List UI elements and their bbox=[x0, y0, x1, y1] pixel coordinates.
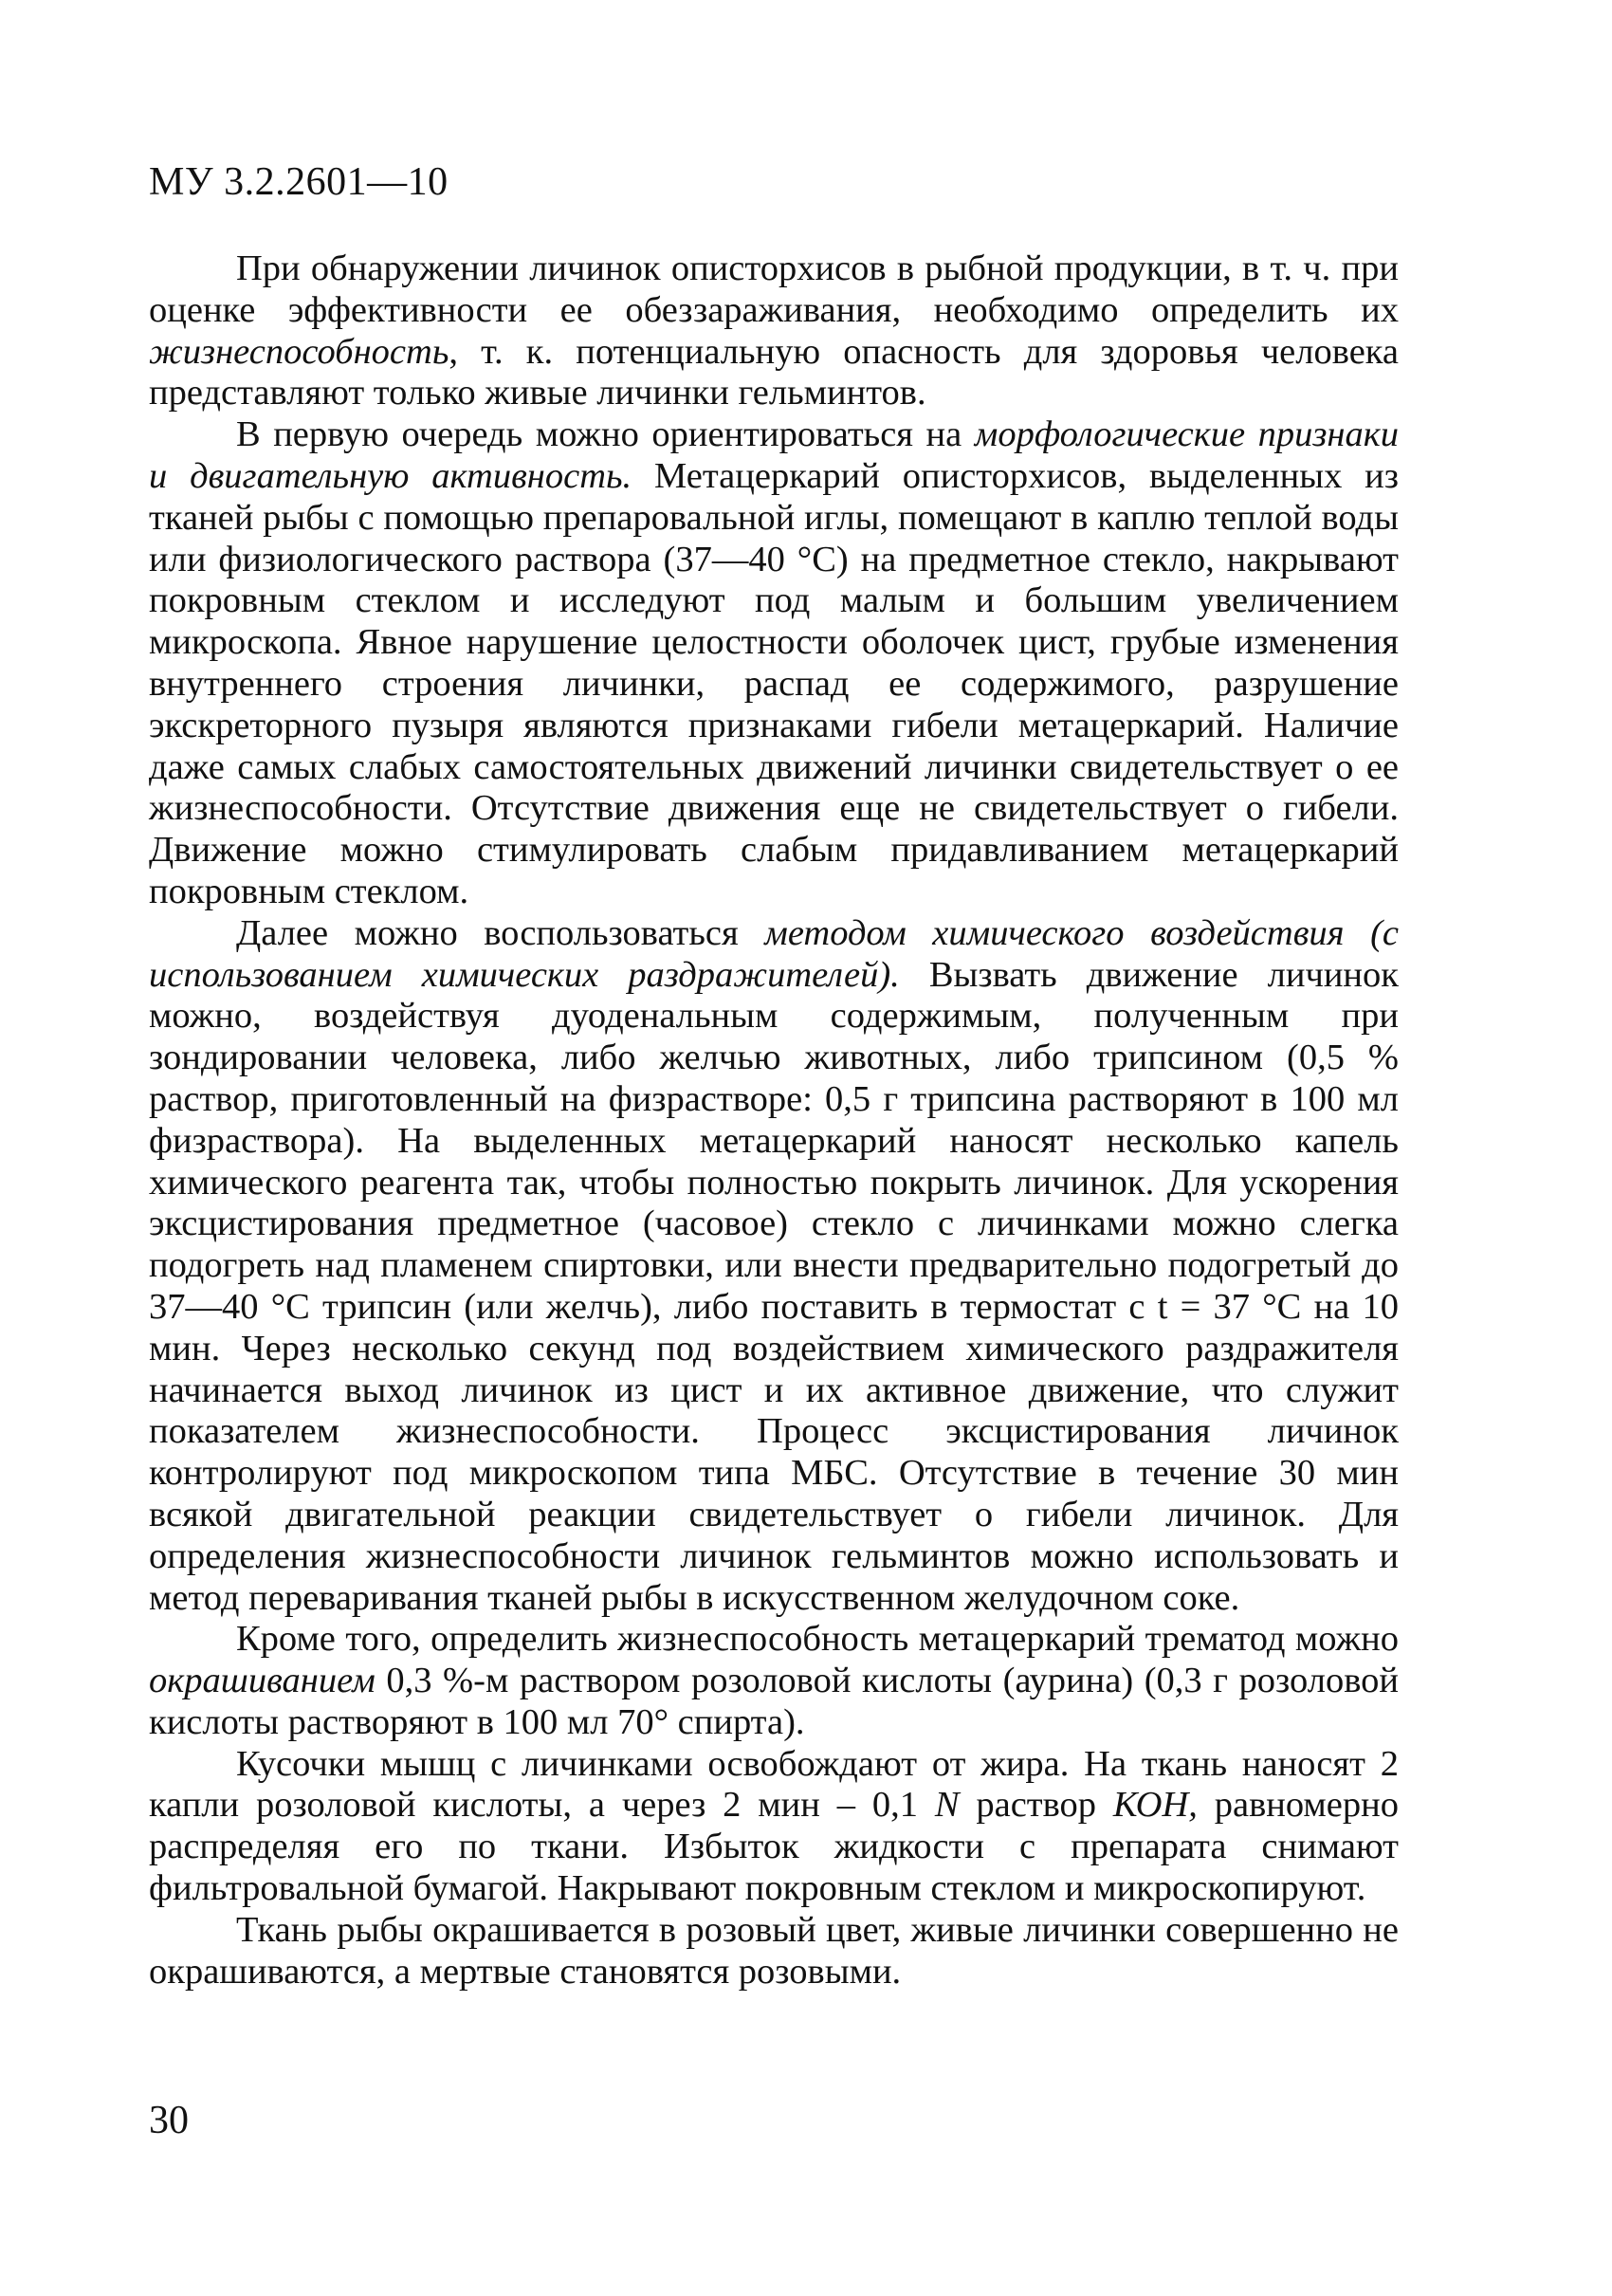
text-segment: равномерно распределяя его по ткани. Избыток жидкости с препарата снимают фильтровальной бумагой. Накрывают покровным стеклом и микроскопируют. bbox=[149, 1785, 1399, 1909]
text-segment: Метацеркарий описторхисов, выделенных из тканей рыбы с помощью препаровальной иглы, помещают в каплю теплой воды или физиологического раствора (37—40 °С) на предметное стекло, накрывают покровным стеклом и исследуют под малым и большим увеличением микроскопа. Явное нарушение целостности оболочек цист, грубые изменения внутреннего строения личинки, распад ее содержимого, разрушение экскреторного пузыря являются признаками гибели метацеркарий. Наличие даже самых слабых самостоятельных движений личинки свидетельствует о ее жизнеспособности. Отсутствие движения еще не свидетельствует о гибели. Движение можно стимулировать слабым придавливанием метацеркарий покровным стеклом. bbox=[149, 455, 1399, 911]
italic-text-segment: методом химического воздействия (с использованием химических раздражителей). bbox=[149, 912, 1399, 995]
body-paragraph bbox=[149, 414, 1399, 913]
page-number: 30 bbox=[149, 2099, 189, 2142]
body-paragraph bbox=[149, 248, 1399, 414]
text-segment: Кроме того, определить жизнеспособность метацеркарий трематод можно bbox=[236, 1619, 1399, 1660]
body-paragraph bbox=[149, 1619, 1399, 1743]
italic-text-segment: окрашиванием bbox=[149, 1661, 376, 1701]
italic-text-segment: морфологические признаки и двигательную активность. bbox=[149, 414, 1399, 496]
text-segment: Ткань рыбы окрашивается в розовый цвет, живые личинки совершенно не окрашиваются, а мертвые становятся розовыми. bbox=[149, 1909, 1399, 1992]
body-paragraph bbox=[149, 1910, 1399, 1993]
text-segment: 0,3 %-м раствором розоловой кислоты (аурина) (0,3 г розоловой кислоты растворяют в 100 мл 70° спирта). bbox=[149, 1661, 1399, 1742]
text-segment: В первую очередь можно ориентироваться на bbox=[236, 414, 975, 455]
body-paragraph bbox=[149, 913, 1399, 1620]
italic-text-segment: КОН, bbox=[1112, 1785, 1198, 1826]
document-body bbox=[149, 248, 1399, 1993]
text-segment: Вызвать движение личинок можно, воздействуя дуоденальным содержимым, полученным при зондировании человека, либо желчью животных, либо трипсином (0,5 % раствор, приготовленный на физрастворе: 0,5 г трипсина растворяют в 100 мл физраствора). На выделенных метацеркарий наносят несколько капель химического реагента так, чтобы полностью покрыть личинок. Для ускорения эксцистирования предметное (часовое) стекло с личинками можно слегка подогреть над пламенем спиртовки, или внести предварительно подогретый до 37—40 °С трипсин (или желчь), либо поставить в термостат с t = 37 °С на 10 мин. Через несколько секунд под воздействием химического раздражителя начинается выход личинок из цист и их активное движение, что служит показателем жизнеспособности. Процесс эксцистирования личинок контролируют под микроскопом типа МБС. Отсутствие в течение 30 мин всякой двигательной реакции свидетельствует о гибели личинок. Для определения жизнеспособности личинок гельминтов можно использовать и метод переваривания тканей рыбы в искусственном желудочном соке. bbox=[149, 954, 1399, 1618]
document-code-header: МУ 3.2.2601—10 bbox=[149, 160, 449, 204]
text-segment: Далее можно воспользоваться bbox=[236, 912, 765, 953]
text-segment: , т. к. потенциальную опасность для здоровья человека представляют только живые личинки гельминтов. bbox=[149, 331, 1399, 413]
body-paragraph bbox=[149, 1744, 1399, 1910]
italic-text-segment: жизнеспособность bbox=[149, 331, 449, 372]
text-segment: Кусочки мышц с личинками освобождают от жира. На ткань наносят 2 капли розоловой кислоты, а через 2 мин – 0,1 bbox=[149, 1743, 1399, 1826]
italic-text-segment: N bbox=[934, 1785, 960, 1826]
text-segment: раствор bbox=[959, 1785, 1113, 1826]
text-segment: При обнаружении личинок описторхисов в рыбной продукции, в т. ч. при оценке эффективности ее обеззараживания, необходимо определить их bbox=[149, 248, 1399, 330]
